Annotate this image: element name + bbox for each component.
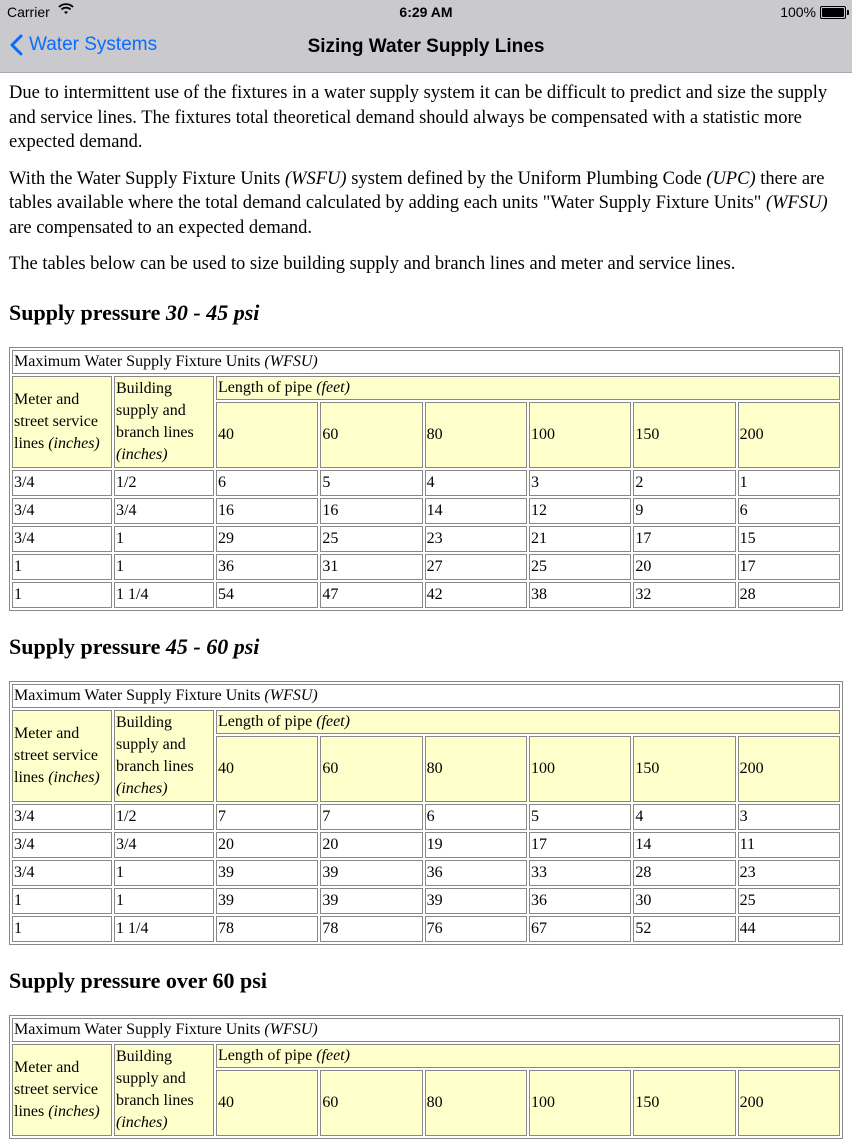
table-cell: 6	[738, 498, 840, 524]
header-meter-lines: Meter and street service lines (inches)	[12, 1044, 112, 1136]
table-cell: 25	[738, 888, 840, 914]
table-cell: 1	[114, 888, 214, 914]
table-cell: 44	[738, 916, 840, 942]
header-pipe-length: Length of pipe (feet)	[216, 376, 840, 400]
table-cell: 6	[425, 804, 527, 830]
section-heading-1: Supply pressure 30 - 45 psi	[9, 299, 260, 325]
table-cell: 36	[216, 554, 318, 580]
table-cell: 38	[529, 582, 631, 608]
header-pipe-length: Length of pipe (feet)	[216, 1044, 840, 1068]
header-length-150: 150	[633, 1070, 735, 1136]
table-cell: 30	[633, 888, 735, 914]
fixture-units-table-3	[9, 1015, 843, 1139]
table-cell: 1/2	[114, 804, 214, 830]
table-row	[12, 832, 840, 858]
table-cell: 7	[216, 804, 318, 830]
table-cell: 3	[738, 804, 840, 830]
header-length-200: 200	[738, 1070, 840, 1136]
navigation-bar	[0, 24, 852, 73]
table-cell: 32	[633, 582, 735, 608]
header-length-60: 60	[320, 1070, 422, 1136]
header-building-lines: Building supply and branch lines (inches)	[114, 376, 214, 468]
table-cell: 9	[633, 498, 735, 524]
header-length-60: 60	[320, 736, 422, 802]
status-bar	[0, 0, 852, 24]
table-cell: 1	[114, 526, 214, 552]
table-cell: 25	[529, 554, 631, 580]
table-cell: 29	[216, 526, 318, 552]
header-length-80: 80	[425, 1070, 527, 1136]
table-cell: 14	[425, 498, 527, 524]
table-row	[12, 554, 840, 580]
table-cell: 3/4	[114, 498, 214, 524]
header-length-100: 100	[529, 1070, 631, 1136]
table-cell: 6	[216, 470, 318, 496]
intro-paragraph-3: The tables below can be used to size building supply and branch lines and meter and service lines.	[9, 254, 736, 274]
header-meter-lines: Meter and street service lines (inches)	[12, 376, 112, 468]
table-cell: 2	[633, 470, 735, 496]
table-cell: 19	[425, 832, 527, 858]
table-cell: 1	[738, 470, 840, 496]
header-length-40: 40	[216, 736, 318, 802]
table-cell: 1 1/4	[114, 916, 214, 942]
table-row	[12, 526, 840, 552]
header-length-40: 40	[216, 402, 318, 468]
table-cell: 3/4	[12, 526, 112, 552]
page-title: Sizing Water Supply Lines	[307, 36, 545, 57]
table-cell: 16	[216, 498, 318, 524]
table-cell: 1	[114, 554, 214, 580]
table-cell: 11	[738, 832, 840, 858]
table-cell: 28	[738, 582, 840, 608]
table-cell: 25	[320, 526, 422, 552]
table-cell: 20	[216, 832, 318, 858]
table-cell: 20	[633, 554, 735, 580]
intro-paragraph-1: Due to intermittent use of the fixtures in a water supply system it can be difficult to predict and size the supply and service lines. The fixtures total theoretical demand should always be compensated with a statistic more expected demand.	[9, 83, 828, 152]
table-cell: 17	[529, 832, 631, 858]
table-cell: 5	[320, 470, 422, 496]
table-cell: 23	[425, 526, 527, 552]
table-row	[12, 498, 840, 524]
header-length-80: 80	[425, 402, 527, 468]
table-cell: 3/4	[12, 860, 112, 886]
header-length-60: 60	[320, 402, 422, 468]
header-length-200: 200	[738, 402, 840, 468]
fixture-units-table-2	[9, 681, 843, 945]
table-cell: 39	[425, 888, 527, 914]
table-cell: 23	[738, 860, 840, 886]
table-cell: 4	[425, 470, 527, 496]
table-cell: 17	[738, 554, 840, 580]
back-button-label: Water Systems	[29, 34, 158, 55]
table-cell: 39	[216, 860, 318, 886]
section-heading-3: Supply pressure over 60 psi	[9, 967, 267, 993]
clock: 6:29 AM	[399, 4, 453, 20]
table-cell: 33	[529, 860, 631, 886]
table-cell: 78	[320, 916, 422, 942]
table-cell: 39	[216, 888, 318, 914]
table-cell: 3/4	[12, 470, 112, 496]
table-cell: 12	[529, 498, 631, 524]
article-content	[0, 73, 852, 1139]
table-cell: 4	[633, 804, 735, 830]
table-body	[12, 470, 840, 608]
table-cell: 15	[738, 526, 840, 552]
header-building-lines: Building supply and branch lines (inches)	[114, 1044, 214, 1136]
table-cell: 16	[320, 498, 422, 524]
table-cell: 14	[633, 832, 735, 858]
table-row	[12, 916, 840, 942]
header-building-lines: Building supply and branch lines (inches)	[114, 710, 214, 802]
table-cell: 31	[320, 554, 422, 580]
table-caption: Maximum Water Supply Fixture Units (WFSU)	[12, 350, 840, 374]
intro-paragraph-2: With the Water Supply Fixture Units (WSFU) system defined by the Uniform Plumbing Code (UPC) there are tables available where the total demand calculated by adding each units "Water Supply Fixture Units" (WFSU) are compensated to an expected demand.	[9, 168, 828, 238]
table-cell: 5	[529, 804, 631, 830]
header-length-150: 150	[633, 402, 735, 468]
table-row	[12, 582, 840, 608]
table-caption: Maximum Water Supply Fixture Units (WFSU)	[12, 1018, 840, 1042]
table-cell: 39	[320, 860, 422, 886]
section-heading-2: Supply pressure 45 - 60 psi	[9, 633, 260, 659]
battery-icon	[820, 6, 846, 19]
table-cell: 1	[12, 916, 112, 942]
table-cell: 17	[633, 526, 735, 552]
table-cell: 67	[529, 916, 631, 942]
table-cell: 3/4	[12, 804, 112, 830]
battery-percent: 100%	[780, 4, 816, 20]
header-length-150: 150	[633, 736, 735, 802]
table-row	[12, 888, 840, 914]
table-caption: Maximum Water Supply Fixture Units (WFSU)	[12, 684, 840, 708]
carrier-label: Carrier	[7, 4, 50, 20]
table-row	[12, 804, 840, 830]
table-cell: 76	[425, 916, 527, 942]
table-cell: 1 1/4	[114, 582, 214, 608]
table-body	[12, 804, 840, 942]
table-cell: 1/2	[114, 470, 214, 496]
table-cell: 3/4	[114, 832, 214, 858]
table-cell: 42	[425, 582, 527, 608]
table-cell: 21	[529, 526, 631, 552]
table-cell: 47	[320, 582, 422, 608]
table-cell: 1	[12, 554, 112, 580]
table-cell: 54	[216, 582, 318, 608]
header-length-100: 100	[529, 736, 631, 802]
battery-status	[780, 4, 846, 20]
header-pipe-length: Length of pipe (feet)	[216, 710, 840, 734]
header-length-80: 80	[425, 736, 527, 802]
table-cell: 39	[320, 888, 422, 914]
table-cell: 36	[529, 888, 631, 914]
fixture-units-table-1	[9, 347, 843, 611]
table-cell: 1	[12, 888, 112, 914]
header-length-200: 200	[738, 736, 840, 802]
table-cell: 1	[12, 582, 112, 608]
header-meter-lines: Meter and street service lines (inches)	[12, 710, 112, 802]
table-cell: 3/4	[12, 832, 112, 858]
table-cell: 28	[633, 860, 735, 886]
table-cell: 27	[425, 554, 527, 580]
table-cell: 3/4	[12, 498, 112, 524]
table-cell: 7	[320, 804, 422, 830]
table-cell: 78	[216, 916, 318, 942]
table-cell: 1	[114, 860, 214, 886]
table-cell: 36	[425, 860, 527, 886]
header-length-40: 40	[216, 1070, 318, 1136]
table-cell: 52	[633, 916, 735, 942]
header-length-100: 100	[529, 402, 631, 468]
table-row	[12, 860, 840, 886]
table-cell: 3	[529, 470, 631, 496]
table-row	[12, 470, 840, 496]
table-cell: 20	[320, 832, 422, 858]
